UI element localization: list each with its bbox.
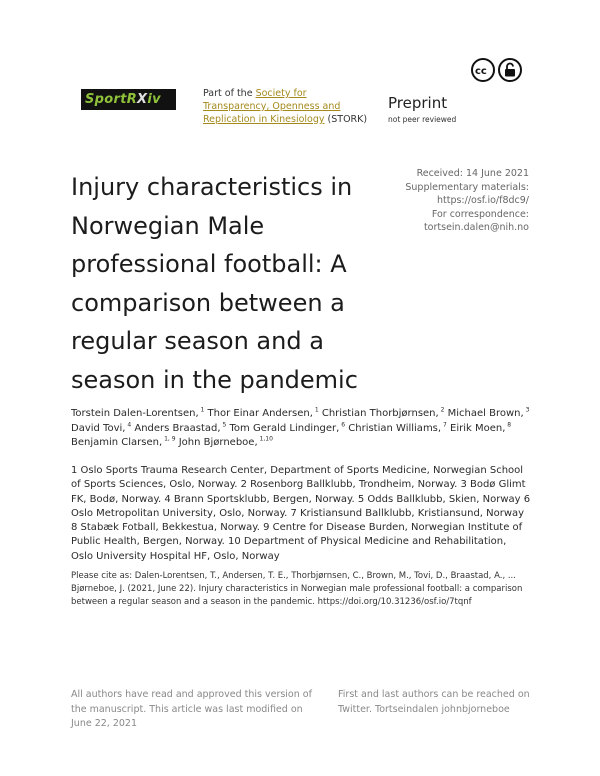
svg-text:cc: cc: [475, 66, 487, 76]
citation: Please cite as: Dalen-Lorentsen, T., Andersen, T. E., Thorbjørnsen, C., Brown, M., Tovi, D., Braastad, A., ... Bjørneboe, J. (2021, June 22). Injury characteristics in Norwegian male professional football: a comparison between a regular season and a season in the pandemic. https://doi.org/10.31236/osf.io/7tqnf: [71, 571, 523, 607]
author-affiliation-number: 1, 9: [162, 435, 176, 443]
footer-twitter-note: First and last authors can be reached on Twitter. Tortseindalen johnbjorneboe: [338, 689, 530, 715]
cc-icon: [471, 58, 495, 82]
author-list: [71, 407, 531, 451]
preprint-label: Preprint: [388, 94, 448, 112]
correspondence-email[interactable]: tortsein.dalen@nih.no: [423, 222, 529, 233]
author-affiliation-number: 8: [505, 421, 512, 429]
paper-title: Injury characteristics in Norwegian Male professional football: A comparison between a regular season and a season in the pandemic: [71, 173, 358, 394]
author: Michael Brown, $^3$: [447, 406, 530, 419]
license-badges[interactable]: [471, 58, 522, 82]
part-of-notice: [203, 87, 373, 126]
author-affiliation-number: 1,10: [257, 435, 273, 443]
logo-text-part: SportR: [85, 92, 138, 107]
part-of-prefix: Part of the: [203, 88, 256, 99]
supplementary-url[interactable]: https://osf.io/f8dc9/: [436, 195, 529, 206]
author-affiliation-number: 2: [438, 406, 445, 414]
author: Christian Williams, $^7$: [348, 421, 447, 434]
author-affiliation-number: 7: [441, 421, 447, 429]
author: Thor Einar Andersen, $^1$: [207, 406, 319, 419]
peer-review-status: not peer reviewed: [388, 115, 457, 124]
author-affiliation-number: 5: [220, 421, 227, 429]
author-affiliation-number: 1: [198, 406, 205, 414]
sportrxiv-logo[interactable]: [81, 89, 176, 110]
author: Eirik Moen, $^8$: [450, 421, 512, 434]
open-access-icon: [498, 58, 522, 82]
logo-text-x: X: [137, 92, 148, 107]
logo-text-part: iv: [147, 92, 161, 107]
author: David Tovi, $^4$: [71, 421, 132, 434]
author-affiliation-number: 3: [523, 406, 530, 414]
author: Anders Braastad, $^5$: [134, 421, 227, 434]
author-affiliation-number: 6: [339, 421, 346, 429]
author: Torstein Dalen-Lorentsen, $^1$: [71, 406, 205, 419]
part-of-suffix: (STORK): [324, 114, 368, 125]
article-meta: [359, 167, 529, 235]
footer-approval-note: All authors have read and approved this version of the manuscript. This article was last modified on June 22, 2021: [71, 689, 312, 729]
correspondence-label: For correspondence:: [431, 208, 529, 220]
affiliations: 1 Oslo Sports Trauma Research Center, Department of Sports Medicine, Norwegian School of Sports Sciences, Oslo, Norway. 2 Rosenborg Ballklubb, Trondheim, Norway. 3 Bodø Glimt FK, Bodø, Norway. 4 Brann Sportsklubb, Bergen, Norway. 5 Odds Ballklubb, Skien, Norway 6 Oslo Metropolitan University, Oslo, Norway. 7 Kristiansund Ballklubb, Kristiansund, Norway 8 Stabæk Fotball, Bekkestua, Norway. 9 Centre for Disease Burden, Norwegian Institute of Public Health, Bergen, Norway. 10 Department of Physical Medicine and Rehabilitation, Oslo University Hospital HF, Oslo, Norway: [71, 465, 531, 562]
author: John Bjørneboe, $^{1,10}$: [178, 435, 273, 448]
author: Christian Thorbjørnsen, $^2$: [321, 406, 445, 419]
received-date: Received: 14 June 2021: [416, 168, 529, 179]
author: Benjamin Clarsen, $^{1, 9}$: [71, 435, 176, 448]
author: Tom Gerald Lindinger, $^6$: [229, 421, 346, 434]
supplementary-label: Supplementary materials:: [405, 181, 529, 193]
author-affiliation-number: 4: [125, 421, 132, 429]
author-affiliation-number: 1: [312, 406, 319, 414]
stork-link[interactable]: Society for Transparency, Openness and Replication in Kinesiology: [203, 88, 341, 125]
